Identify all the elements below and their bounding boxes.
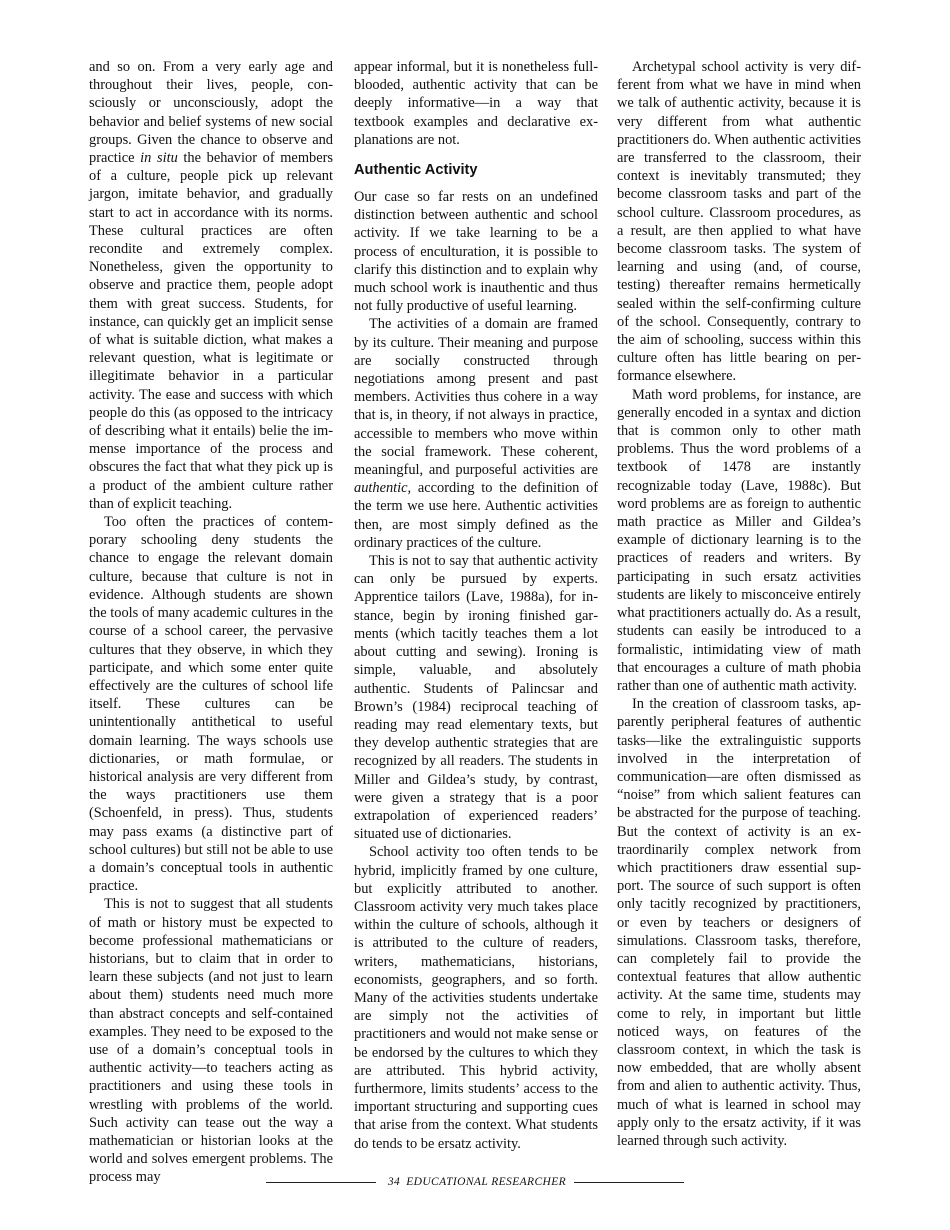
paragraph: Math word problems, for instance, are generally encoded in a syntax and diction that is common only to other math problems. Thus the word problems of a textbook of 1478 are instantly recognizable today (Lave, 1988c). But word problems are as foreign to authentic math practice as Miller and Gildea’s example of dictionary learning is to the practices of readers and writers. By participating in such ersatz activities students are likely to misconceive entirely what practitioners actually do. As a result, students can easily be introduced to a formalistic, intimidating view of math that encourages a culture of math phobia rather than one of authentic math activity.: [617, 386, 861, 694]
section-heading: Authentic Activity: [354, 162, 478, 179]
paragraph: appear informal, but it is nonetheless full-blooded, authentic activity that can be deeply informative—in a way that textbook examples and declarative explanations are not.: [354, 59, 598, 148]
emphasis: in situ: [140, 150, 178, 167]
page-footer: [0, 1176, 950, 1188]
paragraph: School activity too often tends to be hybrid, implicitly framed by one culture, but explicitly attributed to another. Classroom activity very much takes place within the culture of schools, although it is attributed to the culture of readers, writers, mathematicians, historians, economists, geographers, and so forth. Many of the activities students undertake are simply not the activities of practitioners and would not make sense or be endorsed by the cultures to which they are attributed. This hybrid activity, furthermore, limits students’ access to the important structuring and supporting cues that arise from the context. What students do tends to be ersatz activity.: [354, 844, 598, 1152]
footer-rule-right: [574, 1182, 684, 1183]
paragraph: Our case so far rests on an undefined distinction between authentic and school activity. If we take learning to be a process of enculturation, it is possible to clarify this distinction and to explain why much school work is inauthentic and thus not fully productive of useful learning.: [354, 189, 598, 315]
text-column-middle: [354, 58, 598, 1153]
text-column-left: [89, 58, 333, 1187]
paragraph: In the creation of classroom tasks, apparently peripheral features of authentic tasks—like the extralinguistic supports involved in the interpretation of communication—are often dismissed as “noise” from which salient features can be abstracted for the purpose of teaching. But the context of activity is an extraordinarily complex network from which practitioners draw essential support. The source of such support is often only tacitly recognized by practitioners, or even by teachers or designers of simulations. Classroom tasks, therefore, can completely fail to provide the contextual features that allow authentic activity. At the same time, students may come to rely, in important but little noticed ways, on features of the classroom context, in which the task is now embedded, that are wholly absent from and alien to authentic activity. Thus, much of what is learned in school may apply only to the ersatz activity, if it was learned through such activity.: [617, 696, 861, 1149]
paragraph: and so on. From a very early age and throughout their lives, people, consciously or unconsciously, adopt the behavior and belief systems of new social groups. Given the chance to observe and practice in situ the behavior of members of a culture, people pick up relevant jargon, imitate behavior, and gradually start to act in accordance with its norms. These cultural practices are often recondite and extremely complex. Nonetheless, given the opportunity to observe and practice them, people adopt them with great success. Students, for instance, can quickly get an implicit sense of what is suitable diction, what makes a relevant question, what is legitimate or illegitimate behavior in a particular activity. The ease and success with which people do this (as opposed to the intricacy of describing what it entails) belie the immense importance of the process and obscures the fact that what they pick up is a product of the ambient culture rather than of explicit teaching.: [89, 59, 333, 512]
paragraph: Too often the practices of contemporary schooling deny students the chance to engage the relevant domain culture, because that culture is not in evidence. Although students are shown the tools of many academic cultures in the course of a school career, the pervasive cultures that they observe, in which they participate, and which some enter quite effectively are the cultures of school life itself. These cultures can be unintentionally antithetical to useful domain learning. The ways schools use dictionaries, or math formulae, or historical analysis are very different from the ways practitioners use them (Schoenfeld, in press). Thus, students may pass exams (a distinctive part of school cultures) but still not be able to use a domain’s conceptual tools in authentic practice.: [89, 514, 333, 895]
journal-title: EDUCATIONAL RESEARCHER: [406, 1176, 567, 1188]
paragraph: The activities of a domain are framed by its culture. Their meaning and purpose are socially constructed through negotiations among present and past members. Activities thus cohere in a way that is, in theory, if not always in practice, accessible to members who move within the social framework. These coherent, meaningful, and purposeful activities are authentic, according to the definition of the term we use here. Authentic activities then, are most simply defined as the ordinary practices of the culture.: [354, 316, 598, 551]
emphasis: authentic,: [354, 480, 412, 497]
paragraph: This is not to suggest that all students of math or history must be expected to become professional mathematicians or historians, but to claim that in order to learn these subjects (and not just to learn about them) students need much more than abstract concepts and self-contained examples. They need to be exposed to the use of a domain’s conceptual tools in authentic activity—to teachers acting as practitioners and using these tools in wrestling with problems of the world. Such activity can tease out the way a mathematician or historian looks at the world and solves emergent problems. The process may: [89, 896, 333, 1186]
paragraph: Archetypal school activity is very different from what we have in mind when we talk of authentic activity, because it is very different from what authentic practitioners do. When authentic activities are transferred to the classroom, their context is inevitably transmuted; they become classroom tasks and part of the school culture. Classroom procedures, as a result, are then applied to what have become classroom tasks. The system of learning and using (and, of course, testing) thereafter remains hermetically sealed within the self-confirming culture of the school. Consequently, contrary to the aim of schooling, success within this culture often has little bearing on performance elsewhere.: [617, 59, 861, 385]
text-column-right: [617, 58, 861, 1150]
page-number: 34: [387, 1176, 401, 1188]
footer-rule-left: [266, 1182, 376, 1183]
paragraph: This is not to say that authentic activity can only be pursued by experts. Apprentice tailors (Lave, 1988a), for instance, begin by ironing finished garments (which tacitly teaches them a lot about cutting and sewing). Ironing is simple, valuable, and absolutely authentic. Students of Palincsar and Brown’s (1984) reciprocal teaching of reading may read elementary texts, but they develop authentic strategies that are recognized by all readers. The students in Miller and Gildea’s study, by contrast, were given a strategy that is a poor extrapolation of experienced readers’ situated use of dictionaries.: [354, 553, 598, 843]
